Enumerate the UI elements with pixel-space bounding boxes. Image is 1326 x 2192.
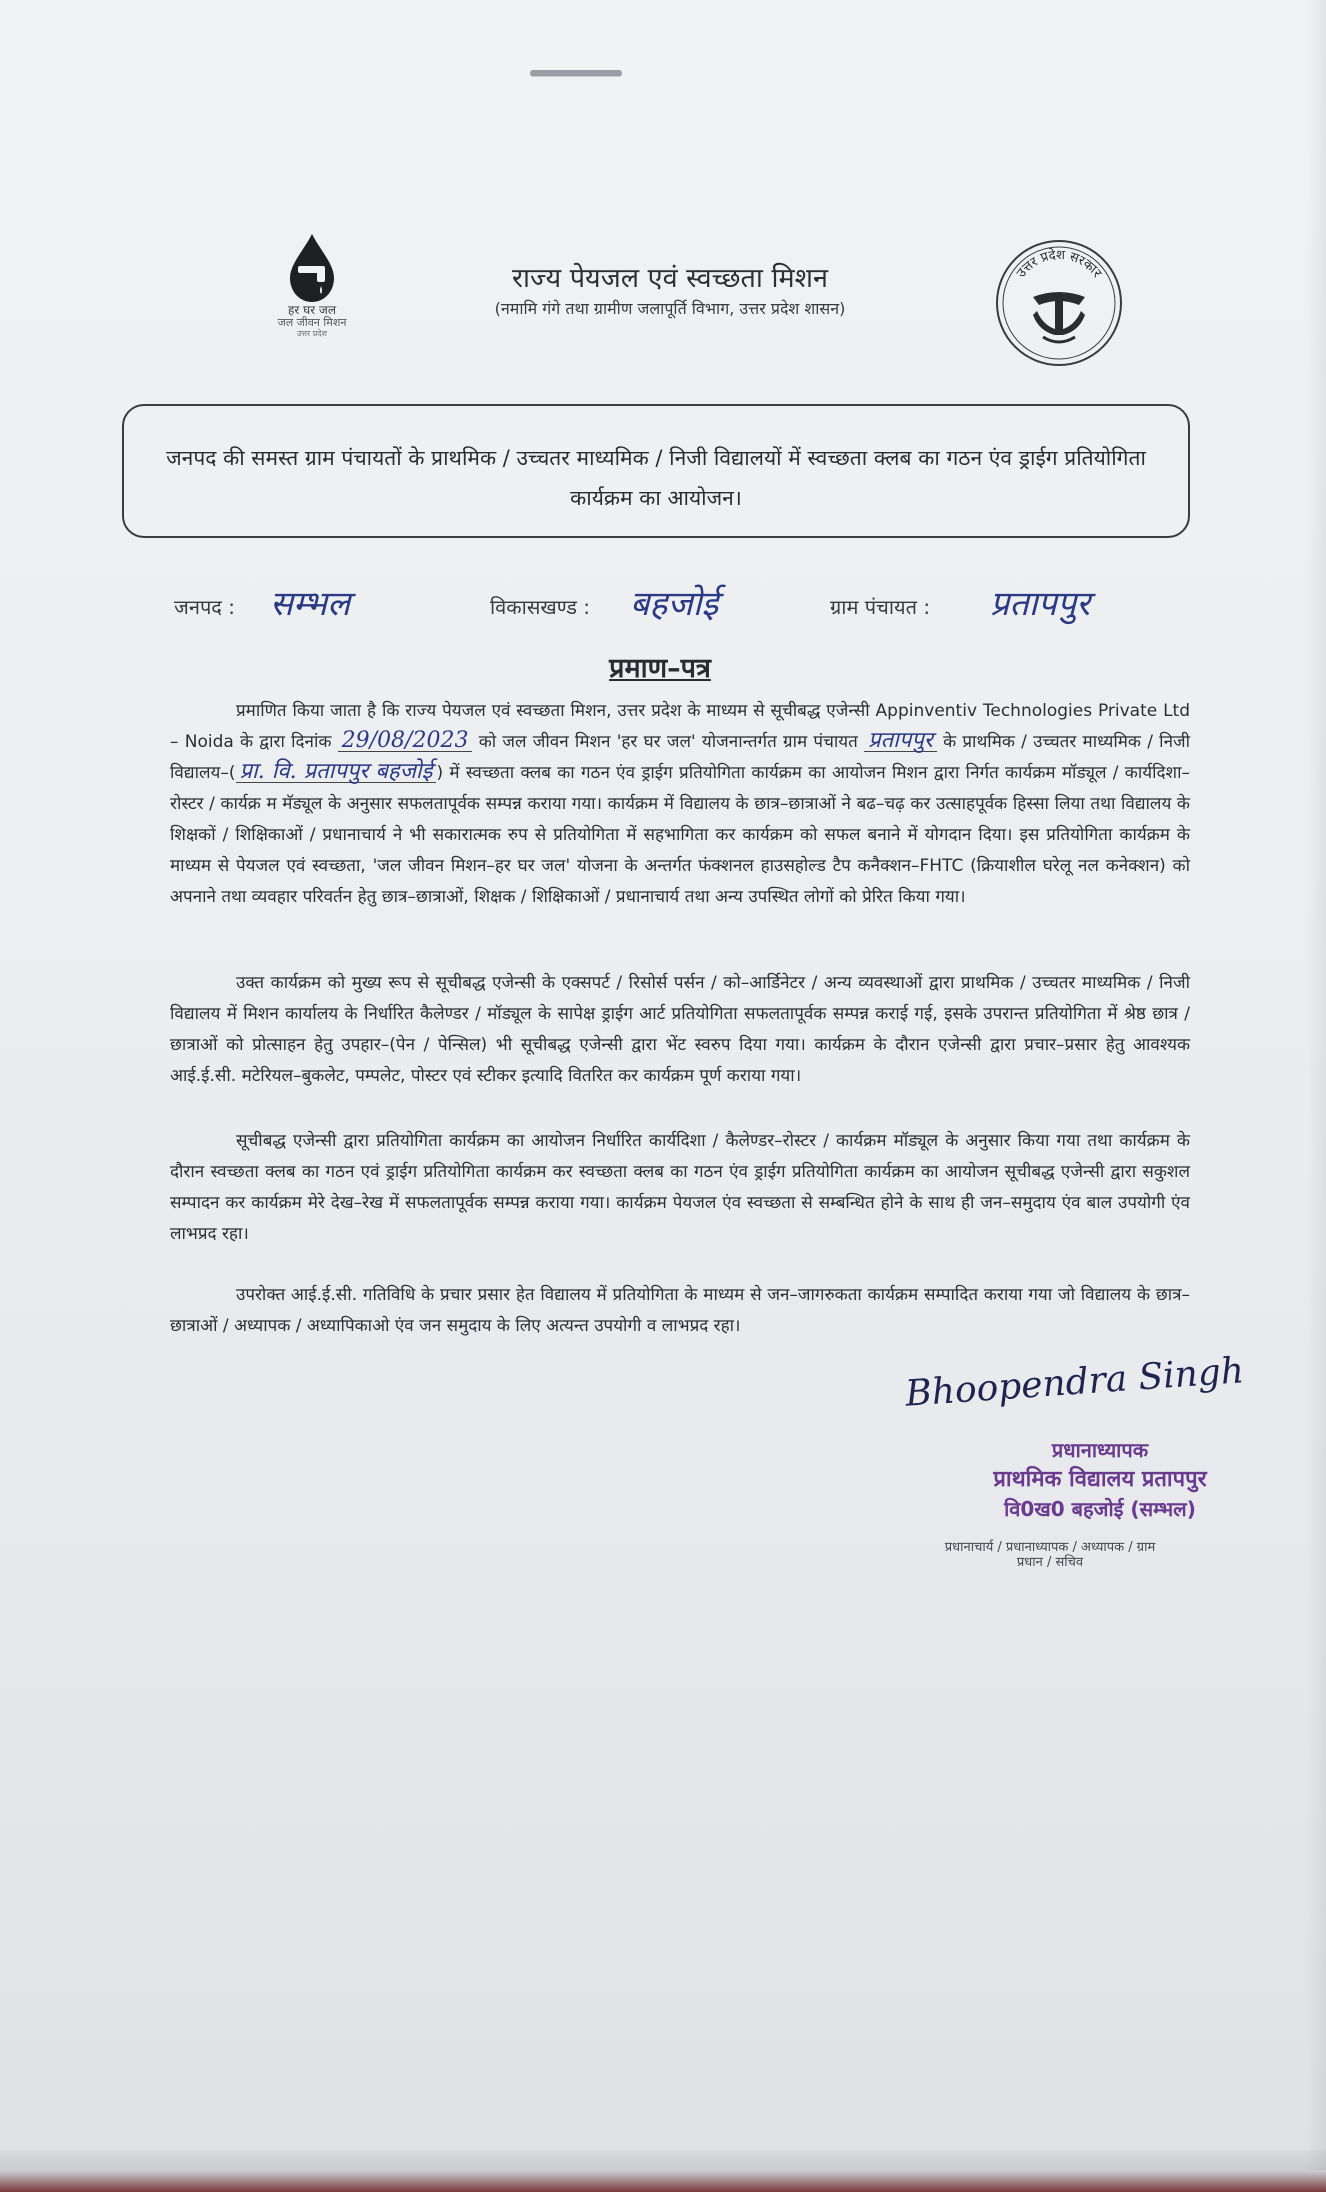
panchayat-fill: प्रतापपुर [864,731,937,752]
logo-left-line2: जल जीवन मिशन [277,316,347,329]
subject-box [122,404,1190,538]
district-value: सम्भल [270,584,351,624]
block-value: बहजोई [630,584,719,624]
paragraph-2 [170,968,1190,1092]
staple [530,70,622,76]
para3-text: सूचीबद्ध एजेन्सी द्वारा प्रतियोगिता कार्यक्रम का आयोजन निर्धारित कार्यदिशा / कैलेण्डर–रोस्टर / कार्यक्रम मॉड्यूल के अनुसार किया गया तथा कार्यक्रम के दौरान स्वच्छता क्लब का गठन एवं ड्राईग प्रतियोगिता कार्यक्रम कर स्वच्छता क्लब का गठन एंव ड्राईग प्रतियोगिता कार्यक्रम का आयोजन सूचीबद्ध एजेन्सी द्वारा सकुशल सम्पादन कर कार्यक्रम मेरे देख–रेख में सफलतापूर्वक सम्पन्न कराया गया। कार्यक्रम पेयजल एंव स्वच्छता से सम्बन्धित होने के साथ ही जन–समुदाय एंव बाल उपयोगी एंव लाभप्रद रहा। [170,1131,1190,1244]
paragraph-3 [170,1126,1190,1250]
logo-left-line3: उत्तर प्रदेश [297,329,327,338]
certificate-title: प्रमाण–पत्र [609,653,711,684]
location-fields [170,575,1170,625]
seal-text: उत्तर प्रदेश सरकार [1013,247,1105,281]
signature-caption-1: प्रधानाचार्य / प्रधानाध्यापक / अध्यापक / ग्राम [944,1540,1156,1555]
har-ghar-jal-logo [262,232,362,362]
page-shadow [1306,0,1326,2170]
stamp-line-3: वि0ख0 बहजोई (सम्भल) [1004,1497,1196,1521]
header-subtitle: (नमामि गंगे तथा ग्रामीण जलापूर्ति विभाग, उत्तर प्रदेश शासन) [494,299,846,318]
svg-text:उत्तर प्रदेश सरकार [1014,247,1105,281]
signature-caption [900,1540,1200,1570]
para1-text-4: ) में स्वच्छता क्लब का गठन एंव ड्राईग प्रतियोगिता कार्यक्रम का आयोजन मिशन द्वारा निर्गत कार्यक्रम मॉड्यूल / कार्यदिशा–रोस्टर / कार्यक्र म मॅड्यूल के अनुसार सफलतापूर्वक सम्पन्न कराया गया। कार्यक्रम में विद्यालय के छात्र–छात्राओं ने बढ–चढ़ कर उत्साहपूर्वक हिस्सा लिया तथा विद्यालय के शिक्षकों / शिक्षिकाओं / प्रधानाचार्य ने भी सकारात्मक रुप से प्रतियोगिता में सहभागिता कर कार्यक्रम को सफल बनाने में योगदान दिया। इस प्रतियोगिता कार्यक्रम के माध्यम से पेयजल एवं स्वच्छता, 'जल जीवन मिशन–हर घर जल' योजना के अन्तर्गत फंक्शनल हाउसहोल्ड टैप कनैक्शन–FHTC (क्रियाशील घरेलू नल कनेक्शन) को अपनाने तथा व्यवहार परिवर्तन हेतु छात्र–छात्राओं, शिक्षक / शिक्षिकाओं / प्रधानाचार्य तथा अन्य उपस्थित लोगों को प्रेरित किया गया। [170,763,1190,907]
stamp-line-1: प्रधानाध्यापक [1051,1438,1149,1462]
uttar-pradesh-seal-icon [993,237,1125,369]
date-fill: 29/08/2023 [338,731,473,752]
header-title: राज्य पेयजल एवं स्वच्छता मिशन [512,263,828,294]
para1-text-1: प्रमाणित किया जाता है कि राज्य पेयजल एवं स्वच्छता मिशन, उत्तर प्रदेश के माध्यम से सूचीबद्ध एजेन्सी Appinventiv Technologies Private Ltd – Noida के द्वारा दिनांक [170,701,1190,752]
district-label: जनपद : [174,595,236,619]
stamp-line-2: प्राथमिक विद्यालय प्रतापपुर [993,1467,1207,1492]
para1-text-2: को जल जीवन मिशन 'हर घर जल' योजनान्तर्गत ग्राम पंचायत [478,732,858,752]
paragraph-1 [170,696,1190,913]
logo-left-line1: हर घर जल [288,303,336,317]
school-fill: प्रा. वि. प्रतापपुर बहजोई [236,762,437,783]
panchayat-label: ग्राम पंचायत : [830,595,931,619]
signature-caption-2: प्रधान / सचिव [1016,1555,1084,1570]
para2-text: उक्त कार्यक्रम को मुख्य रूप से सूचीबद्ध एजेन्सी के एक्सपर्ट / रिसोर्स पर्सन / को–आर्डिनेटर / अन्य व्यवस्थाओं द्वारा प्राथमिक / उच्चतर माध्यमिक / निजी विद्यालय में मिशन कार्यालय के निर्धारित कैलेण्डर / मॉड्यूल के सापेक्ष ड्राईग आर्ट प्रतियोगिता सफलतापूर्वक सम्पन्न कराई गई, इसके उपरान्त प्रतियोगिता में श्रेष्ठ छात्र / छात्राओं को प्रोत्साहन हेतु उपहार–(पेन / पेन्सिल) भी सूचीबद्ध एजेन्सी द्वारा भेंट स्वरुप दिया गया। कार्यक्रम के दौरान एजेन्सी द्वारा प्रचार–प्रसार हेतु आवश्यक आई.ई.सी. मटेरियल–बुकलेट, पम्पलेट, पोस्टर एवं स्टीकर इत्यादि वितरित कर कार्यक्रम पूर्ण कराया गया। [170,973,1190,1086]
para1-text-3: के प्राथमिक / उच्चतर माध्यमिक / निजी विद्यालय–( [170,732,1191,783]
handwritten-signature: Bhoopendra Singh [903,1350,1246,1415]
paragraph-4 [170,1280,1190,1342]
subject-text: जनपद की समस्त ग्राम पंचायतों के प्राथमिक / उच्चतर माध्यमिक / निजी विद्यालयों में स्वच्छता क्लब का गठन एंव ड्राईग प्रतियोगिता कार्यक्रम का आयोजन। [166,446,1146,510]
para4-text: उपरोक्त आई.ई.सी. गतिविधि के प्रचार प्रसार हेत विद्यालय में प्रतियोगिता के माध्यम से जन–जागरुकता कार्यक्रम सम्पादित कराया गया जो विद्यालय के छात्र–छात्राओं / अध्यापक / अध्यापिकाओ एंव जन समुदाय के लिए अत्यन्त उपयोगी व लाभप्रद रहा। [170,1285,1190,1336]
panchayat-value: प्रतापपुर [990,584,1091,624]
desk-edge [0,2150,1326,2192]
block-label: विकासखण्ड : [490,595,591,619]
water-drop-tap-icon [284,232,340,304]
headmaster-stamp [950,1435,1250,1523]
